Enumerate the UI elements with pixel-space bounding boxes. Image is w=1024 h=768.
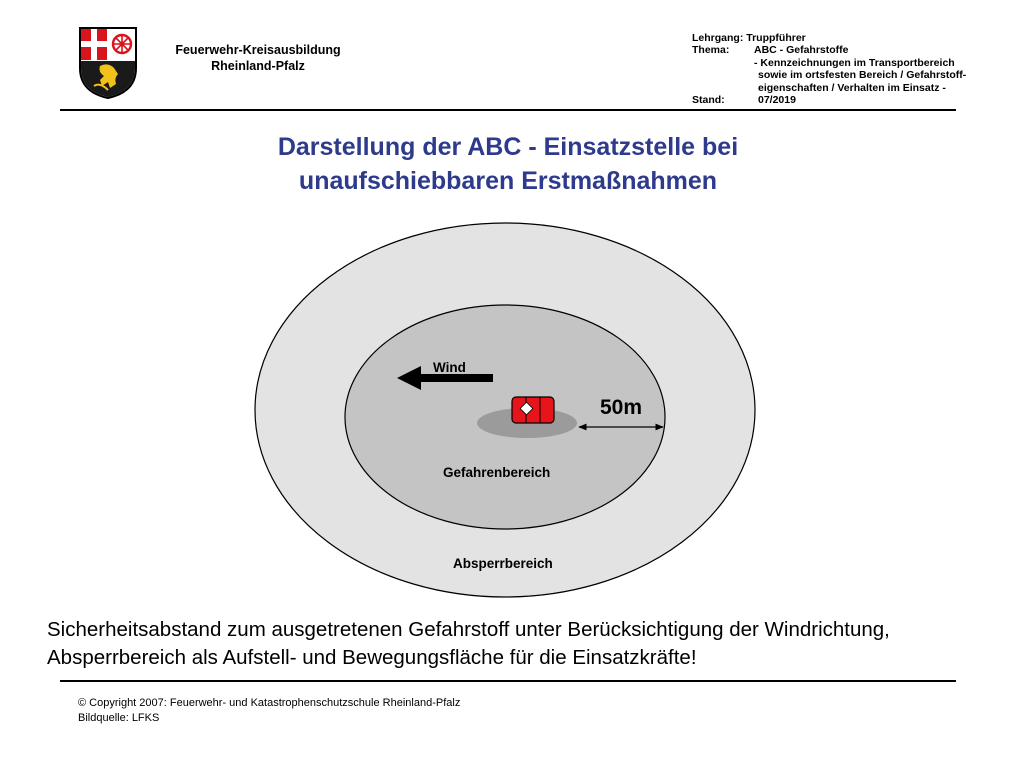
cordon-zone-label: Absperrbereich	[453, 556, 553, 571]
organization-line-1: Feuerwehr-Kreisausbildung	[175, 43, 341, 57]
topic-line-1: - Kennzeichnungen im Transportbereich	[754, 56, 955, 69]
hazmat-barrel-icon	[512, 397, 554, 423]
topic-line-3: eigenschaften / Verhalten im Einsatz -	[758, 81, 946, 94]
page-title	[60, 130, 956, 198]
status-value: 07/2019	[758, 94, 796, 107]
copyright-text: © Copyright 2007: Feuerwehr- und Katastrophenschutzschule Rheinland-Pfalz	[78, 697, 461, 709]
status-label: Stand:	[692, 94, 725, 107]
footer-divider	[60, 680, 956, 682]
coat-of-arms-logo	[78, 26, 138, 100]
image-source-text: Bildquelle: LFKS	[78, 712, 160, 724]
organization-name	[150, 42, 366, 74]
caption-line-2: Absperrbereich als Aufstell- und Bewegungsfläche für die Einsatzkräfte!	[47, 646, 697, 669]
course-info	[692, 32, 1002, 106]
status-row	[692, 94, 1002, 106]
incident-site-diagram	[250, 215, 760, 605]
course-label: Lehrgang:	[692, 32, 744, 44]
header-divider	[60, 109, 956, 111]
topic-row	[692, 44, 1002, 56]
page-title-line-2: unaufschiebbaren Erstmaßnahmen	[298, 167, 718, 195]
topic-line-2: sowie im ortsfesten Bereich / Gefahrstoff-	[758, 69, 967, 82]
course-value: Truppführer	[746, 32, 806, 44]
distance-label: 50m	[600, 396, 643, 419]
caption-line-1: Sicherheitsabstand zum ausgetretenen Gefahrstoff unter Berücksichtigung der Windrichtung,	[47, 618, 890, 641]
wind-label: Wind	[433, 360, 466, 375]
danger-zone-label: Gefahrenbereich	[443, 465, 551, 480]
caption	[47, 616, 997, 672]
topic-value: ABC - Gefahrstoffe	[754, 44, 849, 57]
footer	[78, 696, 460, 726]
organization-line-2: Rheinland-Pfalz	[211, 59, 305, 73]
page-title-line-1: Darstellung der ABC - Einsatzstelle bei	[277, 133, 739, 161]
course-row	[692, 32, 1002, 44]
topic-label: Thema:	[692, 44, 730, 57]
